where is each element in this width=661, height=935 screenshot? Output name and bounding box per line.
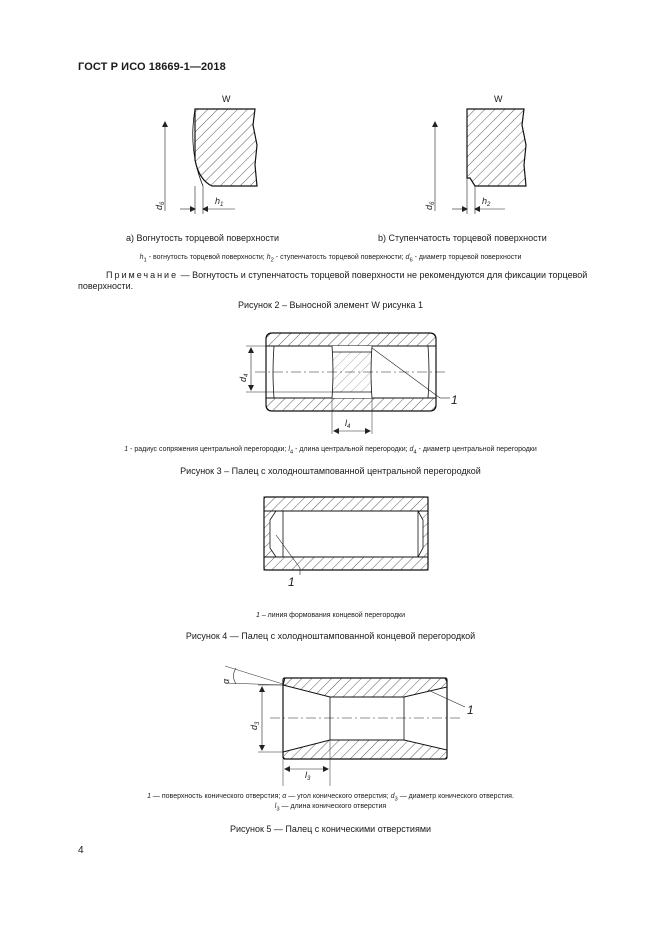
figure5-drawing (221, 666, 474, 786)
fig2-legend: $h_1$ - вогнутость торцевой поверхности; $h_2$ - ступенчатость торцевой поверхности; $d_6$ - диаметр торцевой поверхности (139, 254, 522, 264)
page-number: 4 (78, 845, 84, 856)
fig2b-marker: W (494, 94, 503, 104)
fig2a-dim-h: $h_1$ (215, 196, 224, 208)
fig2a-dim-d: $d_6$ (154, 201, 166, 210)
fig5-dim-d: $d_3$ (249, 721, 261, 730)
fig3-dim-d: $d_4$ (238, 373, 250, 382)
fig4-title: Рисунок 4 — Палец с холодноштампованной концевой перегородкой (185, 631, 476, 641)
fig2a-caption: а) Вогнутость торцевой поверхности (126, 233, 279, 243)
document-header: ГОСТ Р ИСО 18669-1—2018 (78, 61, 226, 73)
fig4-legend: 1 – линия формования концевой перегородки (255, 612, 406, 619)
fig2b-dim-d: $d_6$ (424, 201, 436, 210)
figure4-drawing (264, 497, 428, 589)
figure2a-drawing (154, 94, 257, 214)
fig5-legend-line2: $l_3$ — длина конического отверстия (274, 803, 387, 813)
fig2-title: Рисунок 2 – Выносной элемент W рисунка 1 (238, 300, 423, 310)
fig5-dim-l: $l_3$ (305, 770, 311, 782)
fig5-callout: 1 (467, 703, 474, 717)
fig5-legend-line1: 1 — поверхность конического отверстия; α — угол конического отверстия; $d_3$ — диаметр конического отверстия. (147, 793, 514, 803)
fig5-title: Рисунок 5 — Палец с коническими отверстиями (229, 824, 432, 834)
fig2a-marker: W (222, 94, 231, 104)
fig2b-dim-h: $h_2$ (482, 196, 491, 208)
fig2b-caption: b) Ступенчатость торцевой поверхности (378, 233, 547, 243)
fig5-dim-alpha: α (221, 678, 231, 684)
fig3-callout: 1 (451, 393, 458, 407)
fig3-title: Рисунок 3 – Палец с холодноштампованной центральной перегородкой (180, 466, 481, 476)
figure2b-drawing (424, 94, 526, 214)
fig3-legend: 1 - радиус сопряжения центральной перегородки; $l_4$ - длина центральной перегородки; $d_4$ - диаметр центральной перегородки (124, 446, 537, 456)
figure3-drawing (238, 333, 458, 434)
fig3-dim-l: $l_4$ (345, 418, 351, 430)
fig4-callout: 1 (288, 575, 295, 589)
fig2-note: Примечание — Вогнутость и ступенчатость торцевой поверхности не рекомендуются для фиксации торцевой поверхности. (78, 270, 588, 291)
